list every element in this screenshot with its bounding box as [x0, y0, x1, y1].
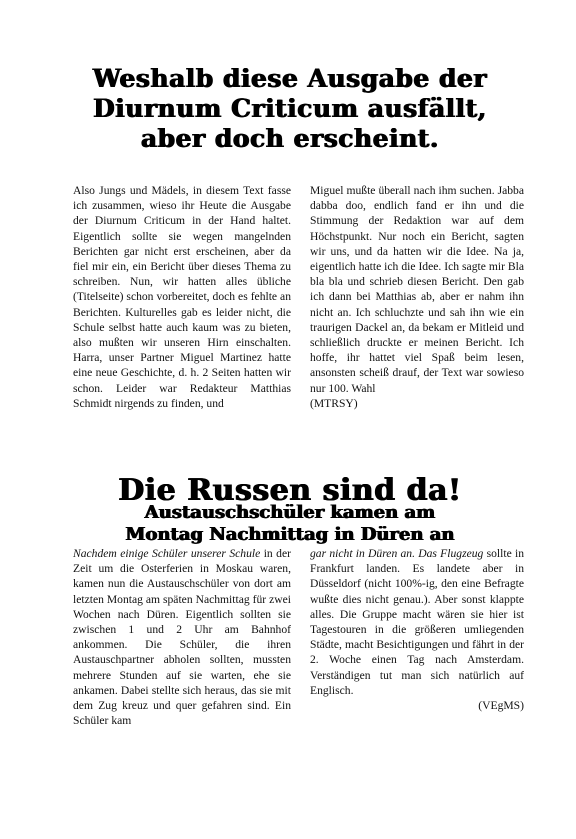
article2-subtitle-line2: Montag Nachmittag in Düren an — [125, 524, 455, 545]
article1-left-text: Also Jungs und Mädels, in diesem Text fasse ich zusammen, wieso ihr Heute die Ausgabe der Diurnum Criticum in der Hand haltet. Eigentlich sollte sie wegen mangelnden Berichten gar nicht erst erscheinen, aber da fiel mir ein, ein Bericht über dieses Thema zu schreiben. Nun, wir hatten alles übliche (Titelseite) schon vorbereitet, doch es fehlte an Berichten. Kulturelles gab es leider nicht, die Schule selbst hatte auch kaum was zu bieten, also mußten wir unseren Hirn einschalten. Harra, unser Partner Miguel Martinez hatte eine neue Geschichte, d. h. 2 Seiten hatten wir schon. Leider war Redakteur Matthias Schmidt nirgends zu finden, und — [73, 184, 291, 410]
article1-column-left — [73, 183, 291, 411]
article2-left-italic-lead: Nachdem einige Schüler unserer Schule — [73, 547, 261, 560]
article2-right-text: sollte in Frankfurt landen. Es landete aber in Düsseldorf (nicht 100%-ig, den eine Befragte wußte dies nicht genau.). Aber sonst klappte alles. Die Gruppe macht wären sie hier ist Tagestouren in die größeren umliegenden Städte, macht Besichtigungen und fährt in der 2. Woche einen Tag nach Amsterdam. Verständigen tut man sich natürlich auf Englisch. — [310, 547, 524, 697]
article1-signature: (MTRSY) — [310, 396, 358, 410]
article1-title: Weshalb diese Ausgabe der Diurnum Criticum ausfällt, aber doch erscheint. — [92, 64, 488, 153]
article1-column-right — [310, 183, 524, 411]
article2-subtitle — [40, 502, 540, 546]
article2-column-right — [310, 546, 524, 713]
article2-left-text: in der Zeit um die Osterferien in Moskau waren, kamen nun die Austauschschüler von dort am letzten Montag am späten Nachmittag für zwei Wochen nach Düren. Eigentlich sollten sie zwischen 1 und 2 Uhr am Bahnhof ankommen. Die Schüler, die ihren Austauschpartner abholen sollten, mussten mehrere Stunden auf sie warten, ehe sie ankamen. Dabei stellte sich heraus, das sie mit dem Zug kreuz und quer gefahren sind. Ein Schüler kam — [73, 547, 291, 728]
article2-title: Die Russen sind da! — [118, 473, 462, 508]
article2-signature: (VEgMS) — [478, 699, 524, 713]
article2-column-left — [73, 546, 291, 728]
article2-right-italic-lead: gar nicht in Düren an. Das Flugzeug — [310, 547, 484, 560]
article1-right-text: Miguel mußte überall nach ihm suchen. Jabba dabba doo, endlich fand er ihn und die Stimmung der Redaktion war auf dem Höchstpunkt. Nur noch ein Bericht, sagten wir uns, und da hatten wir die Idee. Na ja, eigentlich hatte ich die Idee. Ich sagte mir Bla bla bla und schrieb diesen Bericht. Den gab ich dann bei Matthias ab, aber er nahm ihn nicht an. Ich schluchzte und sah ihn wie ein traurigen Dackel an, da bekam er Mitleid und schließlich druckte er meinen Bericht. Ich hoffe, ihr hattet viel Spaß beim lesen, ansonsten scheiß drauf, der Text war sowieso nur 100. Wahl — [310, 184, 524, 395]
article2-subtitle-line1: Austauschschüler kamen am — [144, 502, 436, 523]
